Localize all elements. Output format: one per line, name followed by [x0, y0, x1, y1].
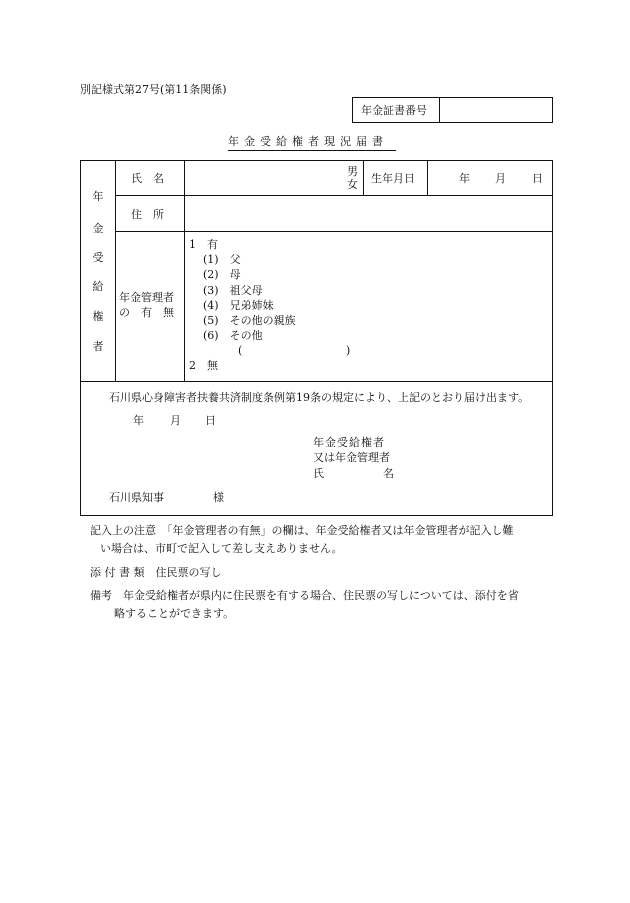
birth-year-label: 年	[459, 172, 470, 185]
birth-date-label: 生年月日	[371, 172, 415, 185]
address-field[interactable]	[187, 198, 549, 228]
other-detail-field[interactable]	[246, 343, 341, 357]
option-other[interactable]: (6) その他	[203, 329, 263, 342]
option-yes[interactable]: 1 有	[189, 238, 218, 251]
option-grandparent[interactable]: (3) 祖父母	[203, 284, 263, 297]
birth-month-label: 月	[495, 172, 506, 185]
form-number: 別記様式第27号(第11条関係)	[80, 83, 227, 96]
certificate-number-box	[352, 97, 553, 123]
date-month-label: 月	[170, 414, 181, 427]
gender-female[interactable]: 女	[347, 178, 358, 191]
honorific-label: 様	[213, 491, 224, 504]
birth-day-label: 日	[532, 172, 543, 185]
recipient-vertical-label: 年 金 受 給 権 者	[92, 190, 104, 353]
name-field[interactable]	[187, 163, 357, 193]
signer-name-field[interactable]	[401, 463, 541, 481]
signer-recipient-label: 年金受給権者	[313, 436, 385, 449]
address-label: 住 所	[131, 208, 164, 221]
name-label: 氏 名	[131, 172, 164, 185]
other-paren-open: (	[238, 344, 243, 357]
form-title: 年金受給権者現況届書	[228, 135, 388, 148]
signer-name-label-1: 氏	[313, 467, 324, 480]
signer-manager-label: 又は年金管理者	[313, 451, 390, 464]
certificate-number-label: 年金証書番号	[361, 104, 427, 117]
certificate-number-field[interactable]	[441, 98, 551, 122]
date-day-label: 日	[205, 414, 216, 427]
main-table	[80, 160, 553, 516]
option-other-relative[interactable]: (5) その他の親族	[203, 314, 296, 327]
remark-note-line2: 略することができます。	[114, 607, 235, 620]
option-father[interactable]: (1) 父	[203, 253, 241, 266]
attachment-note: 添 付 書 類 住民票の写し	[90, 566, 222, 579]
option-mother[interactable]: (2) 母	[203, 268, 241, 281]
other-paren-close: )	[346, 344, 351, 357]
date-year-label: 年	[133, 414, 144, 427]
option-no[interactable]: 2 無	[189, 359, 218, 372]
remark-note-line1: 備考 年金受給権者が県内に住民票を有する場合、住民票の写しについては、添付を省	[90, 589, 519, 602]
caution-note-line1: 記入上の注意 「年金管理者の有無」の欄は、年金受給権者又は年金管理者が記入し難	[90, 524, 514, 537]
declaration-text: 石川県心身障害者扶養共済制度条例第19条の規定により、上記のとおり届け出ます。	[109, 391, 530, 404]
caution-note-line2: い場合は、市町で記入して差し支えありません。	[100, 542, 343, 555]
manager-label-line2: の 有 無	[119, 306, 174, 319]
signer-name-label-2: 名	[383, 467, 394, 480]
option-sibling[interactable]: (4) 兄弟姉妹	[203, 299, 274, 312]
gender-male[interactable]: 男	[347, 165, 358, 178]
manager-label-line1: 年金管理者	[119, 291, 174, 304]
governor-label: 石川県知事	[109, 491, 164, 504]
